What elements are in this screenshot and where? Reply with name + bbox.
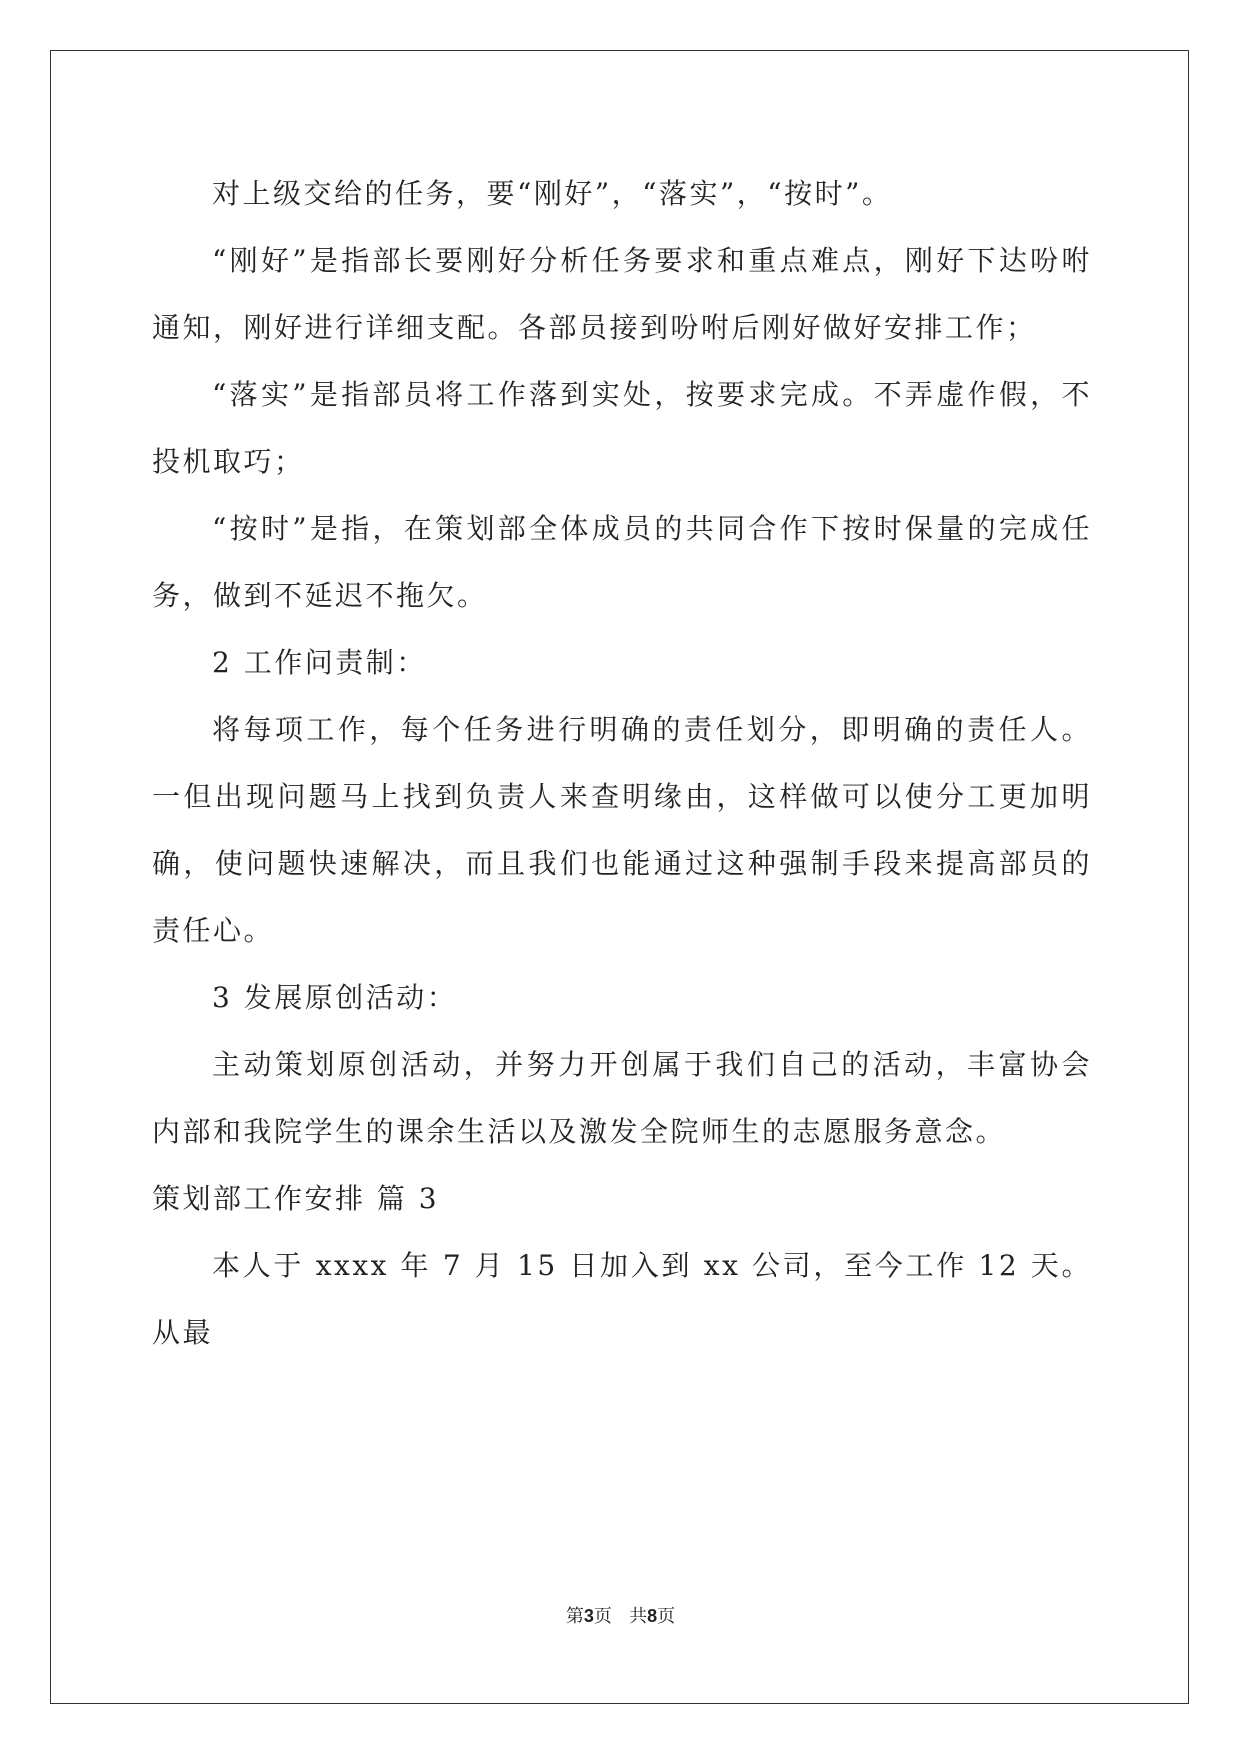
section-heading: 3 发展原创活动： [212,981,458,1014]
total-suffix: 页 [657,1606,676,1627]
paragraph: “落实”是指部员将工作落到实处，按要求完成。不弄虚作假，不投机取巧； [152,378,1092,478]
paragraph: 对上级交给的任务，要“刚好”，“落实”，“按时”。 [212,177,893,210]
article-title: 策划部工作安排 篇 3 [152,1182,440,1215]
page-number: 3 [583,1606,594,1626]
total-prefix: 共 [629,1606,648,1627]
total-pages: 8 [647,1606,658,1626]
paragraph: 本人于 xxxx 年 7 月 15 日加入到 xx 公司，至今工作 12 天。从最 [152,1249,1092,1349]
page-footer [0,1602,1241,1628]
paragraph: “按时”是指，在策划部全体成员的共同合作下按时保量的完成任务，做到不延迟不拖欠。 [152,512,1092,612]
paragraph: 主动策划原创活动，并努力开创属于我们自己的活动，丰富协会内部和我院学生的课余生活以及激发全院师生的志愿服务意念。 [152,1048,1092,1148]
page-prefix: 第 [565,1606,584,1627]
section-heading: 2 工作问责制： [212,646,427,679]
paragraph: “刚好”是指部长要刚好分析任务要求和重点难点，刚好下达吩咐通知，刚好进行详细支配。各部员接到吩咐后刚好做好安排工作； [152,244,1092,344]
page-suffix: 页 [593,1606,612,1627]
paragraph: 将每项工作，每个任务进行明确的责任划分，即明确的责任人。一但出现问题马上找到负责人来查明缘由，这样做可以使分工更加明确，使问题快速解决，而且我们也能通过这种强制手段来提高部员的责任心。 [152,713,1092,947]
document-body [152,160,1092,1366]
